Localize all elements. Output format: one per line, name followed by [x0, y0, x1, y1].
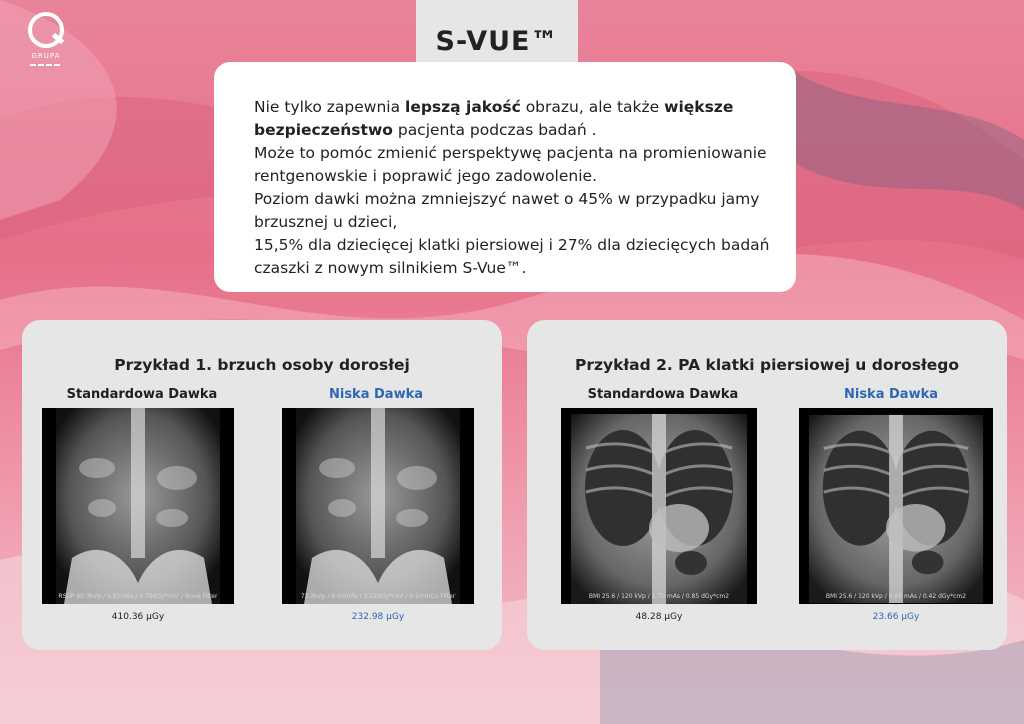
low-dose-value: 23.66 μGy — [872, 612, 920, 622]
xray-caption: BMI 25.6 / 120 kVp / 0.85 mAs / 0.42 dGy*cm2 — [825, 593, 967, 600]
low-dose-value: 232.98 μGy — [351, 612, 405, 622]
intro-box — [214, 62, 796, 292]
grupa-logo — [22, 12, 70, 70]
logo-wordmark: GRUPA — [31, 52, 61, 60]
xray-abdomen-standard — [42, 408, 234, 604]
page-title: S-VUE™ — [435, 26, 559, 57]
standard-dose-value: 48.28 μGy — [635, 612, 683, 622]
example-card-abdomen — [22, 320, 502, 650]
standard-dose-label: Standardowa Dawka — [587, 387, 739, 402]
low-dose-label: Niska Dawka — [328, 387, 423, 402]
standard-dose-value: 410.36 μGy — [111, 612, 165, 622]
example-title: Przykład 1. brzuch osoby dorosłej — [114, 356, 410, 374]
standard-dose-label: Standardowa Dawka — [66, 387, 218, 402]
xray-chest-standard — [561, 408, 757, 604]
xray-chest-low — [799, 408, 993, 604]
example-card-chest — [527, 320, 1007, 650]
example-title: Przykład 2. PA klatki piersiowej u dorosłego — [574, 356, 960, 374]
xray-caption: BMI 25.6 / 120 kVp / 1.70 mAs / 0.85 dGy*cm2 — [588, 593, 730, 600]
xray-caption: 72.3kVp / 8.60mAs / 3.12dGy*cm² / 0.1mmCu Filter — [300, 593, 456, 600]
intro-text: Nie tylko zapewnia lepszą jakość obrazu, ale także większe bezpieczeństwo pacjenta podczas badań . Może to pomóc zmienić perspektywę pacjenta na promieniowanie rentgenowskie i poprawić jego zadowolenie. Poziom dawki można zmniejszyć nawet o 45% w przypadku jamy brzusznej u dzieci, 15,5% dla dziecięcej klatki piersiowej i 27% dla dziecięcych badań czaszki z nowym silnikiem S-Vue™. — [254, 98, 770, 277]
xray-caption: RSUP 80.3kVp / 5.91mAs / 3.79dGy*cm² / None Filter — [58, 593, 218, 600]
low-dose-label: Niska Dawka — [843, 387, 938, 402]
xray-abdomen-low — [282, 408, 474, 604]
